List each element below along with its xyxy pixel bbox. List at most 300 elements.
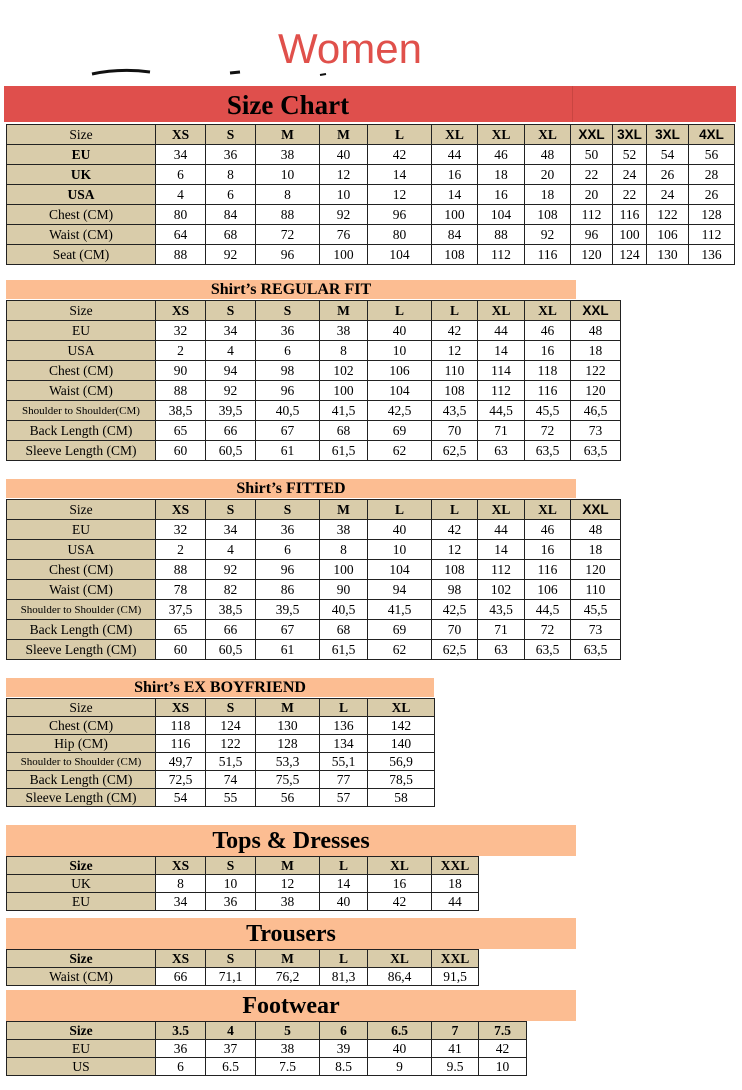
value-cell: 10 — [256, 165, 320, 185]
value-cell: 49,7 — [156, 753, 206, 771]
value-cell: 38 — [256, 893, 320, 911]
size-header-cell: XXL — [432, 857, 479, 875]
value-cell: 130 — [256, 717, 320, 735]
size-header-cell: XS — [156, 699, 206, 717]
size-header-cell: XXL — [432, 950, 479, 968]
value-cell: 110 — [571, 580, 621, 600]
value-cell: 69 — [368, 620, 432, 640]
row-label: US — [7, 1058, 156, 1076]
value-cell: 61,5 — [320, 640, 368, 660]
size-header-cell: 7 — [432, 1022, 479, 1040]
value-cell: 40 — [320, 893, 368, 911]
size-header-cell: L — [320, 857, 368, 875]
value-cell: 46,5 — [571, 401, 621, 421]
table-header-row — [7, 301, 621, 321]
table-row — [7, 620, 621, 640]
value-cell: 51,5 — [206, 753, 256, 771]
value-cell: 14 — [478, 341, 525, 361]
size-header-cell: S — [206, 301, 256, 321]
size-header-cell: 6 — [320, 1022, 368, 1040]
fitted-band: Shirt’s FITTED — [6, 479, 576, 498]
value-cell: 62 — [368, 640, 432, 660]
value-cell: 88 — [156, 560, 206, 580]
value-cell: 53,3 — [256, 753, 320, 771]
table-row — [7, 753, 435, 771]
value-cell: 8 — [320, 540, 368, 560]
table-header-row — [7, 500, 621, 520]
table-header-row — [7, 857, 479, 875]
value-cell: 120 — [571, 560, 621, 580]
value-cell: 2 — [156, 341, 206, 361]
size-header-label: Size — [7, 500, 156, 520]
row-label: Sleeve Length (CM) — [7, 789, 156, 807]
value-cell: 16 — [478, 185, 525, 205]
row-label: UK — [7, 875, 156, 893]
value-cell: 44 — [432, 145, 478, 165]
value-cell: 134 — [320, 735, 368, 753]
value-cell: 91,5 — [432, 968, 479, 986]
trousers-table — [6, 949, 479, 986]
decorative-brush-strokes — [90, 66, 510, 78]
table-header-row — [7, 125, 735, 145]
value-cell: 18 — [571, 540, 621, 560]
table-row — [7, 771, 435, 789]
value-cell: 100 — [613, 225, 647, 245]
value-cell: 114 — [478, 361, 525, 381]
size-header-cell: XL — [368, 950, 432, 968]
size-header-cell: M — [256, 950, 320, 968]
value-cell: 40 — [320, 145, 368, 165]
value-cell: 88 — [478, 225, 525, 245]
size-header-cell: XXL — [571, 301, 621, 321]
value-cell: 102 — [478, 580, 525, 600]
value-cell: 67 — [256, 421, 320, 441]
table-row — [7, 640, 621, 660]
value-cell: 73 — [571, 421, 621, 441]
value-cell: 66 — [156, 968, 206, 986]
value-cell: 44 — [478, 520, 525, 540]
value-cell: 6 — [256, 540, 320, 560]
value-cell: 8 — [156, 875, 206, 893]
value-cell: 112 — [478, 381, 525, 401]
size-header-label: Size — [7, 125, 156, 145]
value-cell: 128 — [689, 205, 735, 225]
value-cell: 120 — [571, 245, 613, 265]
value-cell: 78,5 — [368, 771, 435, 789]
value-cell: 81,3 — [320, 968, 368, 986]
value-cell: 36 — [206, 893, 256, 911]
value-cell: 98 — [256, 361, 320, 381]
value-cell: 55 — [206, 789, 256, 807]
size-header-cell: XS — [156, 857, 206, 875]
value-cell: 70 — [432, 620, 478, 640]
value-cell: 18 — [525, 185, 571, 205]
fitted-table — [6, 499, 621, 660]
value-cell: 36 — [256, 321, 320, 341]
size-header-cell: M — [320, 500, 368, 520]
value-cell: 22 — [613, 185, 647, 205]
value-cell: 63,5 — [525, 441, 571, 461]
value-cell: 6.5 — [206, 1058, 256, 1076]
value-cell: 10 — [479, 1058, 527, 1076]
value-cell: 14 — [432, 185, 478, 205]
value-cell: 42 — [368, 893, 432, 911]
value-cell: 12 — [368, 185, 432, 205]
table-row — [7, 205, 735, 225]
size-header-cell: M — [256, 125, 320, 145]
value-cell: 122 — [206, 735, 256, 753]
value-cell: 78 — [156, 580, 206, 600]
value-cell: 62,5 — [432, 441, 478, 461]
size-chart-band — [4, 86, 736, 122]
value-cell: 116 — [525, 381, 571, 401]
value-cell: 10 — [206, 875, 256, 893]
value-cell: 12 — [432, 540, 478, 560]
value-cell: 36 — [256, 520, 320, 540]
value-cell: 69 — [368, 421, 432, 441]
value-cell: 10 — [320, 185, 368, 205]
value-cell: 37 — [206, 1040, 256, 1058]
page-title: Women — [278, 25, 422, 72]
value-cell: 44 — [478, 321, 525, 341]
size-header-label: Size — [7, 950, 156, 968]
value-cell: 66 — [206, 421, 256, 441]
value-cell: 2 — [156, 540, 206, 560]
value-cell: 63,5 — [571, 441, 621, 461]
value-cell: 37,5 — [156, 600, 206, 620]
value-cell: 8 — [256, 185, 320, 205]
size-chart-title: Size Chart — [4, 86, 573, 122]
value-cell: 84 — [206, 205, 256, 225]
value-cell: 72,5 — [156, 771, 206, 789]
size-header-cell: S — [256, 500, 320, 520]
value-cell: 10 — [368, 341, 432, 361]
value-cell: 74 — [206, 771, 256, 789]
value-cell: 86,4 — [368, 968, 432, 986]
value-cell: 39,5 — [206, 401, 256, 421]
table-row — [7, 735, 435, 753]
table-row — [7, 1058, 527, 1076]
value-cell: 67 — [256, 620, 320, 640]
value-cell: 24 — [647, 185, 689, 205]
regular-fit-table — [6, 300, 621, 461]
tops-dresses-band: Tops & Dresses — [6, 825, 576, 856]
value-cell: 72 — [525, 421, 571, 441]
row-label: Sleeve Length (CM) — [7, 640, 156, 660]
size-header-cell: XL — [368, 857, 432, 875]
size-header-cell: L — [432, 500, 478, 520]
table-row — [7, 381, 621, 401]
trousers-band: Trousers — [6, 918, 576, 949]
value-cell: 90 — [320, 580, 368, 600]
table-row — [7, 185, 735, 205]
size-header-cell: XS — [156, 125, 206, 145]
row-label: UK — [7, 165, 156, 185]
value-cell: 112 — [689, 225, 735, 245]
value-cell: 98 — [432, 580, 478, 600]
value-cell: 68 — [320, 620, 368, 640]
value-cell: 63 — [478, 640, 525, 660]
value-cell: 71 — [478, 421, 525, 441]
value-cell: 108 — [525, 205, 571, 225]
value-cell: 65 — [156, 421, 206, 441]
value-cell: 20 — [525, 165, 571, 185]
value-cell: 73 — [571, 620, 621, 640]
value-cell: 46 — [478, 145, 525, 165]
value-cell: 60 — [156, 441, 206, 461]
row-label: Back Length (CM) — [7, 771, 156, 789]
value-cell: 32 — [156, 520, 206, 540]
size-header-cell: XXL — [571, 500, 621, 520]
value-cell: 66 — [206, 620, 256, 640]
value-cell: 45,5 — [571, 600, 621, 620]
row-label: USA — [7, 185, 156, 205]
table-row — [7, 580, 621, 600]
value-cell: 88 — [156, 381, 206, 401]
value-cell: 42 — [368, 145, 432, 165]
value-cell: 90 — [156, 361, 206, 381]
value-cell: 14 — [368, 165, 432, 185]
size-header-label: Size — [7, 857, 156, 875]
value-cell: 36 — [156, 1040, 206, 1058]
value-cell: 63 — [478, 441, 525, 461]
value-cell: 36 — [206, 145, 256, 165]
value-cell: 40 — [368, 321, 432, 341]
row-label: Chest (CM) — [7, 205, 156, 225]
value-cell: 63,5 — [571, 640, 621, 660]
value-cell: 102 — [320, 361, 368, 381]
value-cell: 86 — [256, 580, 320, 600]
value-cell: 106 — [647, 225, 689, 245]
size-header-cell: 6.5 — [368, 1022, 432, 1040]
value-cell: 28 — [689, 165, 735, 185]
value-cell: 12 — [432, 341, 478, 361]
value-cell: 136 — [689, 245, 735, 265]
size-header-cell: L — [320, 699, 368, 717]
row-label: Waist (CM) — [7, 381, 156, 401]
table-row — [7, 245, 735, 265]
value-cell: 96 — [368, 205, 432, 225]
value-cell: 80 — [368, 225, 432, 245]
value-cell: 38 — [256, 145, 320, 165]
boyfriend-table — [6, 698, 435, 807]
value-cell: 6 — [206, 185, 256, 205]
value-cell: 100 — [320, 560, 368, 580]
value-cell: 22 — [571, 165, 613, 185]
regular-fit-band: Shirt’s REGULAR FIT — [6, 280, 576, 299]
size-header-cell: XL — [478, 500, 525, 520]
value-cell: 84 — [432, 225, 478, 245]
value-cell: 92 — [206, 245, 256, 265]
table-row — [7, 441, 621, 461]
size-header-cell: S — [206, 699, 256, 717]
value-cell: 75,5 — [256, 771, 320, 789]
table-row — [7, 421, 621, 441]
value-cell: 42,5 — [368, 401, 432, 421]
value-cell: 38,5 — [206, 600, 256, 620]
value-cell: 122 — [647, 205, 689, 225]
value-cell: 110 — [432, 361, 478, 381]
value-cell: 41 — [432, 1040, 479, 1058]
row-label: Chest (CM) — [7, 361, 156, 381]
value-cell: 14 — [478, 540, 525, 560]
size-header-cell: L — [320, 950, 368, 968]
table-row — [7, 520, 621, 540]
size-header-cell: XL — [432, 125, 478, 145]
value-cell: 9.5 — [432, 1058, 479, 1076]
value-cell: 40,5 — [256, 401, 320, 421]
value-cell: 92 — [206, 560, 256, 580]
value-cell: 116 — [156, 735, 206, 753]
value-cell: 18 — [478, 165, 525, 185]
value-cell: 72 — [525, 620, 571, 640]
value-cell: 34 — [206, 520, 256, 540]
value-cell: 16 — [432, 165, 478, 185]
value-cell: 48 — [525, 145, 571, 165]
value-cell: 34 — [156, 893, 206, 911]
value-cell: 70 — [432, 421, 478, 441]
value-cell: 106 — [525, 580, 571, 600]
value-cell: 130 — [647, 245, 689, 265]
value-cell: 42 — [432, 520, 478, 540]
value-cell: 12 — [256, 875, 320, 893]
value-cell: 108 — [432, 381, 478, 401]
size-header-cell: XL — [525, 500, 571, 520]
size-header-cell: L — [368, 500, 432, 520]
value-cell: 77 — [320, 771, 368, 789]
row-label: Shoulder to Shoulder (CM) — [7, 753, 156, 771]
row-label: EU — [7, 145, 156, 165]
value-cell: 56 — [689, 145, 735, 165]
value-cell: 62 — [368, 441, 432, 461]
value-cell: 116 — [525, 245, 571, 265]
row-label: Waist (CM) — [7, 580, 156, 600]
value-cell: 118 — [156, 717, 206, 735]
value-cell: 42 — [479, 1040, 527, 1058]
value-cell: 18 — [571, 341, 621, 361]
row-label: EU — [7, 520, 156, 540]
row-label: Seat (CM) — [7, 245, 156, 265]
value-cell: 104 — [478, 205, 525, 225]
value-cell: 76 — [320, 225, 368, 245]
value-cell: 60,5 — [206, 640, 256, 660]
row-label: Chest (CM) — [7, 717, 156, 735]
value-cell: 39 — [320, 1040, 368, 1058]
table-row — [7, 165, 735, 185]
table-header-row — [7, 950, 479, 968]
size-header-cell: S — [206, 500, 256, 520]
value-cell: 6 — [156, 1058, 206, 1076]
table-header-row — [7, 1022, 527, 1040]
value-cell: 8.5 — [320, 1058, 368, 1076]
value-cell: 94 — [206, 361, 256, 381]
value-cell: 92 — [525, 225, 571, 245]
value-cell: 40 — [368, 1040, 432, 1058]
value-cell: 122 — [571, 361, 621, 381]
row-label: Chest (CM) — [7, 560, 156, 580]
value-cell: 61 — [256, 441, 320, 461]
value-cell: 56 — [256, 789, 320, 807]
row-label: EU — [7, 321, 156, 341]
row-label: USA — [7, 341, 156, 361]
size-header-cell: S — [206, 950, 256, 968]
value-cell: 116 — [613, 205, 647, 225]
size-header-cell: 7.5 — [479, 1022, 527, 1040]
value-cell: 14 — [320, 875, 368, 893]
value-cell: 26 — [647, 165, 689, 185]
size-header-label: Size — [7, 699, 156, 717]
value-cell: 100 — [320, 245, 368, 265]
value-cell: 62,5 — [432, 640, 478, 660]
value-cell: 82 — [206, 580, 256, 600]
value-cell: 42,5 — [432, 600, 478, 620]
value-cell: 24 — [613, 165, 647, 185]
value-cell: 96 — [256, 245, 320, 265]
row-label: Waist (CM) — [7, 225, 156, 245]
value-cell: 41,5 — [320, 401, 368, 421]
tops-dresses-table — [6, 856, 479, 911]
value-cell: 100 — [432, 205, 478, 225]
size-header-cell: 5 — [256, 1022, 320, 1040]
size-header-cell: XL — [368, 699, 435, 717]
size-header-cell: XS — [156, 301, 206, 321]
size-header-label: Size — [7, 301, 156, 321]
row-label: EU — [7, 893, 156, 911]
value-cell: 4 — [206, 540, 256, 560]
size-header-label: Size — [7, 1022, 156, 1040]
value-cell: 104 — [368, 560, 432, 580]
value-cell: 136 — [320, 717, 368, 735]
value-cell: 104 — [368, 381, 432, 401]
value-cell: 71 — [478, 620, 525, 640]
value-cell: 43,5 — [478, 600, 525, 620]
size-chart-table — [6, 124, 735, 265]
value-cell: 39,5 — [256, 600, 320, 620]
table-row — [7, 717, 435, 735]
value-cell: 40 — [368, 520, 432, 540]
value-cell: 88 — [156, 245, 206, 265]
size-header-cell: M — [256, 857, 320, 875]
value-cell: 96 — [571, 225, 613, 245]
value-cell: 4 — [156, 185, 206, 205]
value-cell: 8 — [206, 165, 256, 185]
value-cell: 12 — [320, 165, 368, 185]
row-label: Shoulder to Shoulder(CM) — [7, 401, 156, 421]
value-cell: 60 — [156, 640, 206, 660]
value-cell: 80 — [156, 205, 206, 225]
size-header-cell: 3XL — [613, 125, 647, 145]
table-row — [7, 145, 735, 165]
value-cell: 55,1 — [320, 753, 368, 771]
value-cell: 112 — [478, 245, 525, 265]
value-cell: 106 — [368, 361, 432, 381]
value-cell: 46 — [525, 520, 571, 540]
table-row — [7, 401, 621, 421]
row-label: Sleeve Length (CM) — [7, 441, 156, 461]
value-cell: 108 — [432, 560, 478, 580]
table-row — [7, 361, 621, 381]
size-header-cell: XS — [156, 950, 206, 968]
value-cell: 58 — [368, 789, 435, 807]
value-cell: 57 — [320, 789, 368, 807]
size-header-cell: XL — [478, 301, 525, 321]
value-cell: 124 — [206, 717, 256, 735]
row-label: EU — [7, 1040, 156, 1058]
table-row — [7, 875, 479, 893]
value-cell: 44,5 — [478, 401, 525, 421]
size-header-cell: L — [368, 301, 432, 321]
value-cell: 76,2 — [256, 968, 320, 986]
